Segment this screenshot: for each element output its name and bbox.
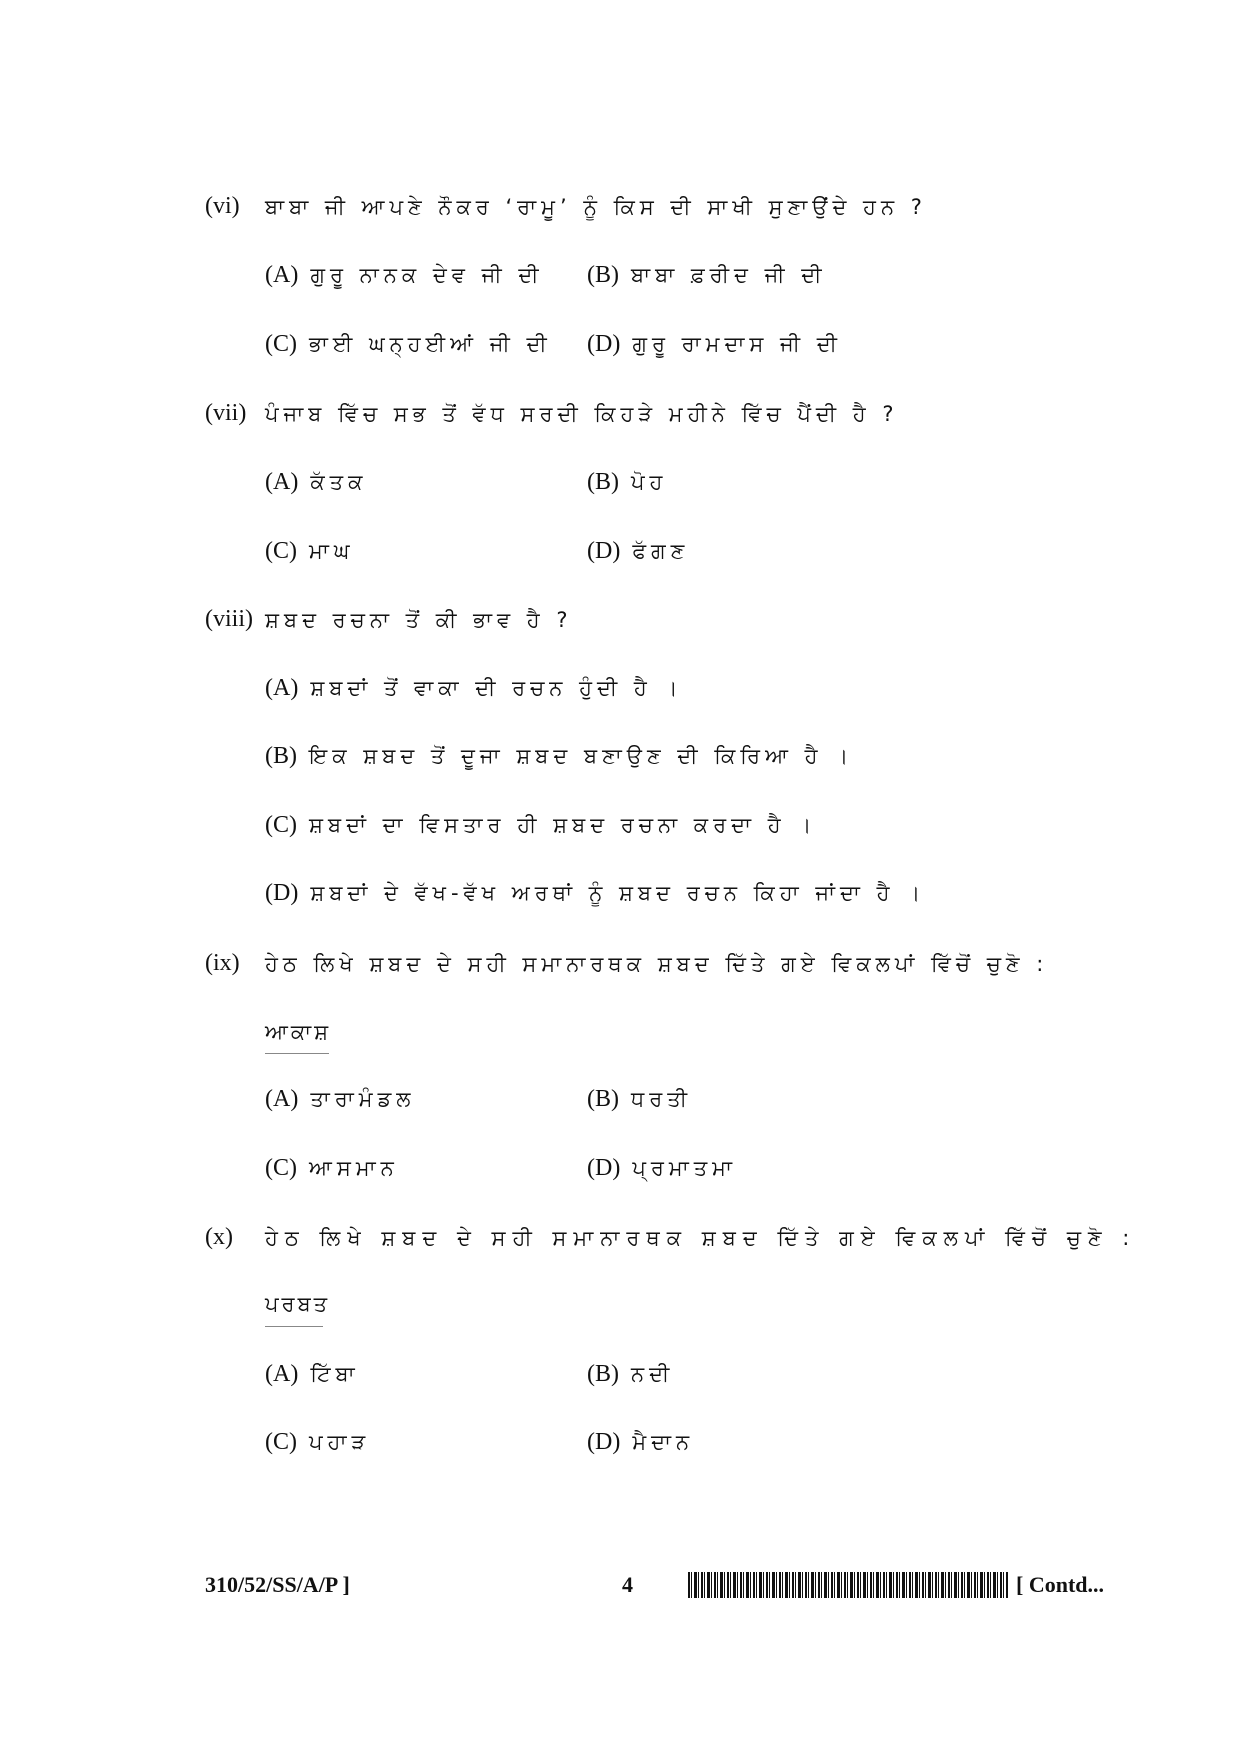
question-text: ਬਾਬਾ ਜੀ ਆਪਣੇ ਨੌਕਰ ‘ਰਾਮੂ’ ਨੂੰ ਕਿਸ ਦੀ ਸਾਖੀ ਸੁਣਾਉਂਦੇ ਹਨ ? (265, 195, 927, 219)
page-number: 4 (622, 1572, 633, 1597)
option-c: (C) ਭਾਈ ਘਨ੍ਹਈਆਂ ਜੀ ਦੀ (265, 331, 552, 357)
contd-label: [ Contd... (1016, 1572, 1105, 1597)
option-d: (D) ਮੈਦਾਨ (587, 1429, 695, 1455)
question-number: (vii) (205, 400, 247, 426)
question-text: ਹੇਠ ਲਿਖੇ ਸ਼ਬਦ ਦੇ ਸਹੀ ਸਮਾਨਾਰਥਕ ਸ਼ਬਦ ਦਿੱਤੇ ਗਏ ਵਿਕਲਪਾਂ ਵਿੱਚੋਂ ਚੁਣੋ : (265, 952, 1049, 976)
question-text: ਪੰਜਾਬ ਵਿੱਚ ਸਭ ਤੋਂ ਵੱਧ ਸਰਦੀ ਕਿਹੜੇ ਮਹੀਨੇ ਵਿੱਚ ਪੈਂਦੀ ਹੈ ? (265, 402, 899, 426)
option-c: (C) ਪਹਾੜ (265, 1429, 371, 1455)
question-number: (vi) (205, 193, 240, 219)
option-c: (C) ਮਾਘ (265, 538, 355, 564)
option-d: (D) ਪ੍ਰਮਾਤਮਾ (587, 1155, 737, 1181)
option-b: (B) ਧਰਤੀ (587, 1086, 693, 1112)
option-a: (A) ਕੱਤਕ (265, 469, 368, 495)
target-word: ਪਰਬਤ (265, 1292, 331, 1316)
question-text: ਹੇਠ ਲਿਖੇ ਸ਼ਬਦ ਦੇ ਸਹੀ ਸਮਾਨਾਰਥਕ ਸ਼ਬਦ ਦਿੱਤੇ ਗਏ ਵਿਕਲਪਾਂ ਵਿੱਚੋਂ ਚੁਣੋ : (265, 1226, 1137, 1250)
option-b: (B) ਨਦੀ (587, 1361, 675, 1387)
option-a: (A) ਟਿੱਬਾ (265, 1361, 360, 1387)
option-a: (A) ਗੁਰੂ ਨਾਨਕ ਦੇਵ ਜੀ ਦੀ (265, 262, 544, 288)
option-a: (A) ਸ਼ਬਦਾਂ ਤੋਂ ਵਾਕਾ ਦੀ ਰਚਨ ਹੁੰਦੀ ਹੈ । (265, 675, 683, 701)
target-word: ਆਕਾਸ਼ (265, 1020, 332, 1044)
option-b: (B) ਬਾਬਾ ਫ਼ਰੀਦ ਜੀ ਦੀ (587, 262, 827, 288)
option-b: (B) ਇਕ ਸ਼ਬਦ ਤੋਂ ਦੂਜਾ ਸ਼ਬਦ ਬਣਾਉਣ ਦੀ ਕਿਰਿਆ ਹੈ । (265, 743, 854, 769)
barcode-image (688, 1572, 1008, 1598)
option-b: (B) ਪੋਹ (587, 469, 668, 495)
option-d: (D) ਗੁਰੂ ਰਾਮਦਾਸ ਜੀ ਦੀ (587, 331, 842, 357)
paper-code: 310/52/SS/A/P ] (205, 1572, 350, 1597)
question-text: ਸ਼ਬਦ ਰਚਨਾ ਤੋਂ ਕੀ ਭਾਵ ਹੈ ? (265, 608, 573, 632)
option-d: (D) ਸ਼ਬਦਾਂ ਦੇ ਵੱਖ-ਵੱਖ ਅਰਥਾਂ ਨੂੰ ਸ਼ਬਦ ਰਚਨ ਕਿਹਾ ਜਾਂਦਾ ਹੈ । (265, 880, 926, 906)
option-c: (C) ਸ਼ਬਦਾਂ ਦਾ ਵਿਸਤਾਰ ਹੀ ਸ਼ਬਦ ਰਚਨਾ ਕਰਦਾ ਹੈ । (265, 812, 817, 838)
option-d: (D) ਫੱਗਣ (587, 538, 690, 564)
question-number: (viii) (205, 606, 253, 632)
word-underline (265, 1053, 329, 1054)
option-c: (C) ਆਸਮਾਨ (265, 1155, 399, 1181)
question-number: (ix) (205, 950, 240, 976)
option-a: (A) ਤਾਰਾਮੰਡਲ (265, 1086, 416, 1112)
question-number: (x) (205, 1224, 233, 1250)
word-underline (265, 1326, 323, 1327)
